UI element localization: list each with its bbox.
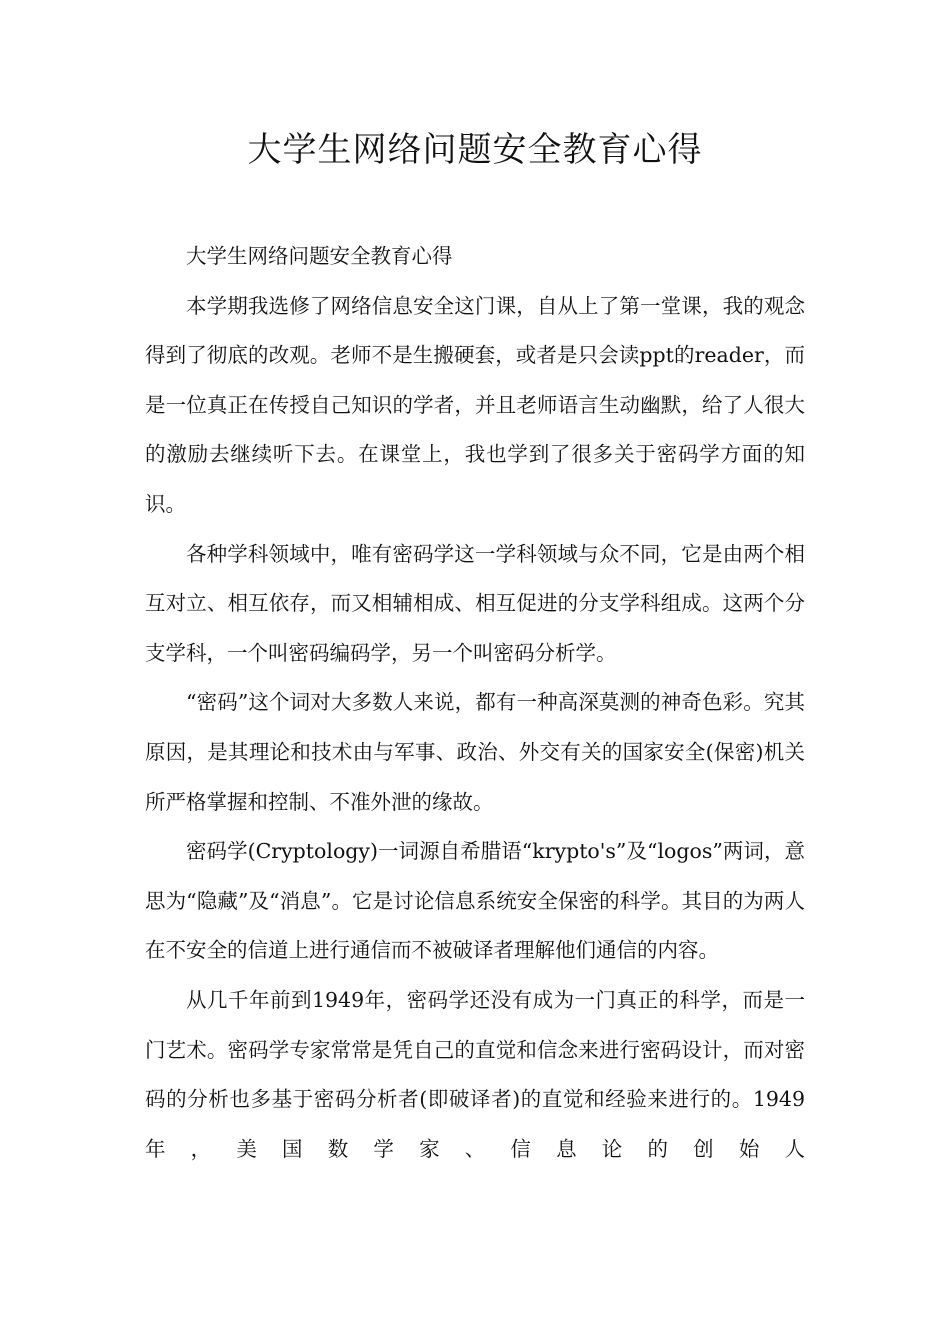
document-title: 大学生网络问题安全教育心得 — [247, 130, 703, 170]
paragraph-cryptology-branches: 各种学科领域中，唯有密码学这一学科领域与众不同，它是由两个相互对立、相互依存，而又相辅相成、相互促进的分支学科组成。这两个分支学科，一个叫密码编码学，另一个叫密码分析学。 — [145, 541, 805, 665]
paragraph-course-intro: 本学期我选修了网络信息安全这门课，自从上了第一堂课，我的观念得到了彻底的改观。老师不是生搬硬套，或者是只会读ppt的reader，而是一位真正在传授自己知识的学者，并且老师语言生动幽默，给了人很大的激励去继续听下去。在课堂上，我也学到了很多关于密码学方面的知识。 — [145, 293, 805, 516]
paragraph-etymology: 密码学(Cryptology)一词源自希腊语“krypto's”及“logos”两词，意思为“隐藏”及“消息”。它是讨论信息系统安全保密的科学。其目的为两人在不安全的信道上进行通信而不被破译者理解他们通信的内容。 — [145, 839, 805, 963]
document-body — [145, 232, 805, 1174]
paragraph-subtitle: 大学生网络问题安全教育心得 — [186, 244, 453, 268]
paragraph-history: 从几千年前到1949年，密码学还没有成为一门真正的科学，而是一门艺术。密码学专家常常是凭自己的直觉和信念来进行密码设计，而对密码的分析也多基于密码分析者(即破译者)的直觉和经验来进行的。1949年，美国数学家、信息论的创始人 — [145, 987, 805, 1161]
paragraph-mystery-of-cryptography: “密码”这个词对大多数人来说，都有一种高深莫测的神奇色彩。究其原因，是其理论和技术由与军事、政治、外交有关的国家安全(保密)机关所严格掌握和控制、不准外泄的缘故。 — [145, 690, 805, 814]
